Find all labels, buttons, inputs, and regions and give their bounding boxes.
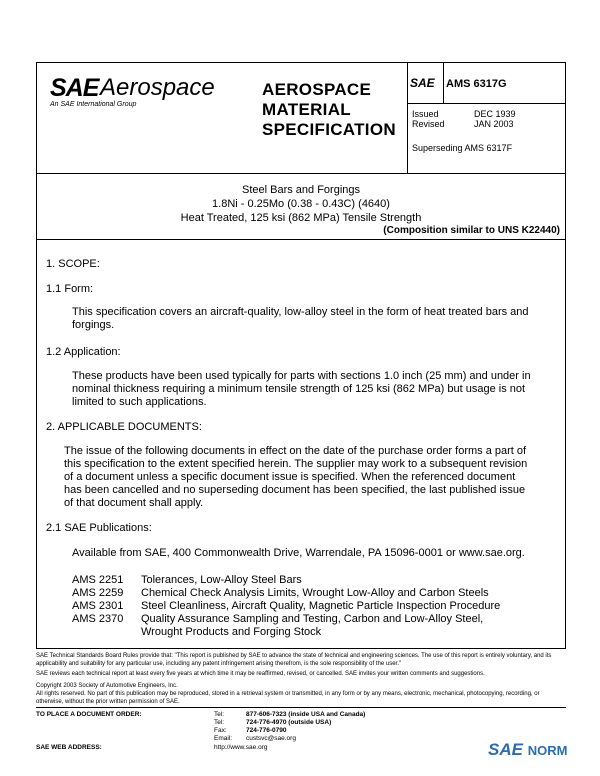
email-value[interactable]: custsvc@sae.org [246,735,296,742]
section-1-2-text: These products have been used typically for parts with sections 1.0 inch (25 mm) and under in nominal thickness requiring a minimum tensile strength of 125 ksi (862 MPa) but usage is not limited to such applications. [72,370,531,408]
footer-review-text: SAE reviews each technical report at least every five years at which time it may be reaffirmed, revised, or cancelled. SAE invites your written comments and suggestions. [36,671,485,677]
ref-code: AMS 2259 [72,587,124,599]
revised-value: JAN 2003 [474,119,514,129]
fax-label: Fax: [214,727,227,734]
footer-rule [36,648,566,649]
tel2-value: 724-776-4970 (outside USA) [246,719,332,726]
subject-line-3: Heat Treated, 125 ksi (862 MPa) Tensile Strength [180,212,422,224]
email-label: Email: [214,735,233,742]
ref-title: Steel Cleanliness, Aircraft Quality, Magnetic Particle Inspection Procedure [141,600,501,612]
subject-line-1: Steel Bars and Forgings [241,184,360,196]
sae-norm-logo [488,740,567,760]
section-2-1-heading: 2.1 SAE Publications: [46,522,152,534]
web-link[interactable]: http://www.sae.org [214,744,268,751]
ref-title: Chemical Check Analysis Limits, Wrought Low-Alloy and Carbon Steels [141,587,489,599]
section-2-text: The issue of the following documents in effect on the date of the purchase order forms a part of this specification to the extent specified herein. The supplier may work to a subsequent revision of a document unless a specific document issue is specified. When the referenced document has been cancelled and no superseding document has been specified, the last published issue of that document shall apply. [64,445,528,509]
document-type-title: AEROSPACE MATERIAL SPECIFICATION [262,80,396,139]
section-1-heading: 1. SCOPE: [46,258,100,270]
footer-rules-text: SAE Technical Standards Board Rules provide that: "This report is published by SAE to advance the state of technical and engineering sciences. The use of this report is entirely voluntary, and its applicability and suitability for any particular use, including any patent infringement arising therefrom, is the sole responsibility of the user." [36,653,552,667]
tel1-value: 877-606-7323 (inside USA and Canada) [246,711,366,718]
ref-code: AMS 2251 [72,574,124,586]
tel1-label: Tel: [214,711,225,718]
ams-number: AMS 6317G [446,78,507,90]
small-sae-logo: SAE [410,76,435,90]
issued-label: Issued [412,109,439,119]
aerospace-logo-text: Aerospace [100,74,215,101]
logo-subtitle: An SAE International Group [50,101,137,108]
section-2-1-text: Available from SAE, 400 Commonwealth Drive, Warrendale, PA 15096-0001 or www.sae.org. [72,547,525,559]
section-1-1-text: This specification covers an aircraft-quality, low-alloy steel in the form of heat treated bars and forgings. [72,306,529,331]
order-label: TO PLACE A DOCUMENT ORDER: [36,711,142,718]
norm-sae-text: SAE [488,740,523,759]
section-2-heading: 2. APPLICABLE DOCUMENTS: [46,421,202,433]
sae-logo: SAE [50,74,99,102]
issued-value: DEC 1939 [474,109,516,119]
fax-value: 724-776-0790 [246,727,287,734]
composition-note: (Composition similar to UNS K22440) [383,225,560,236]
ref-title: Quality Assurance Sampling and Testing, Carbon and Low-Alloy Steel, Wrought Products and Forging Stock [141,613,484,638]
ref-title: Tolerances, Low-Alloy Steel Bars [141,574,302,586]
tel2-label: Tel: [214,719,225,726]
superseding-note: Superseding AMS 6317F [412,143,513,153]
norm-word: NORM [527,743,568,758]
ref-code: AMS 2301 [72,600,124,612]
web-label: SAE WEB ADDRESS: [36,744,102,751]
section-1-2-heading: 1.2 Application: [46,346,121,358]
footer-rights-text: All rights reserved. No part of this publication may be reproduced, stored in a retrieval system or transmitted, in any form or by any means, electronic, mechanical, photocopying, recording, or otherwise, without the prior written permission of SAE. [36,691,540,705]
footer-copyright: Copyright 2003 Society of Automotive Engineers, Inc. [36,683,178,689]
revised-label: Revised [412,119,445,129]
footer-rule-2 [36,707,566,708]
ref-code: AMS 2370 [72,613,124,625]
subject-line-2: 1.8Ni - 0.25Mo (0.38 - 0.43C) (4640) [212,198,390,210]
section-1-1-heading: 1.1 Form: [46,283,94,295]
